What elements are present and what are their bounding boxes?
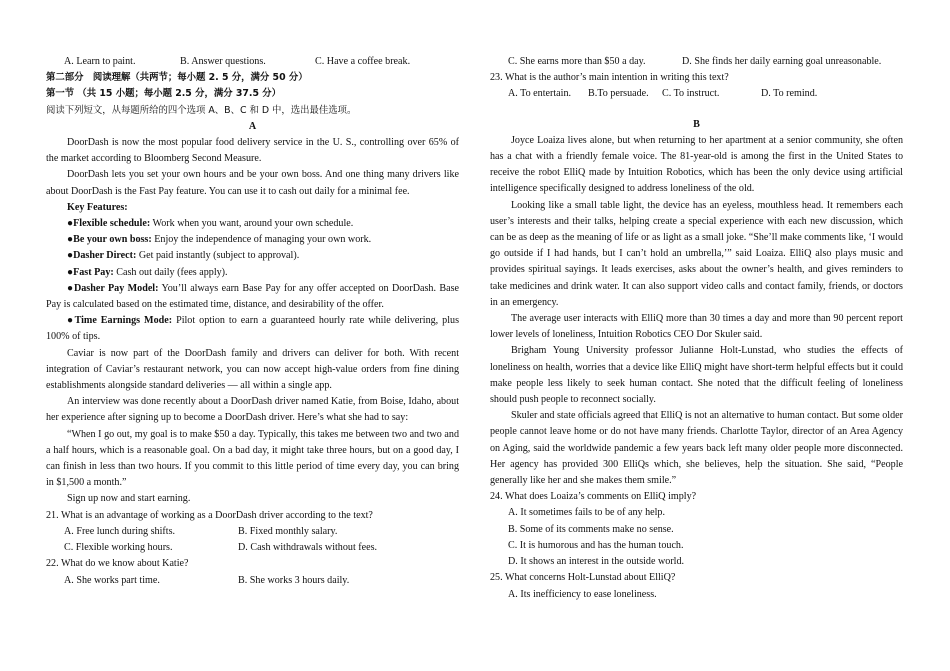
passage-a-para-2: DoorDash lets you set your own hours and be your own boss. And one thing many drivers like about DoorDash is the Fast Pay feature. You can use it to cash out daily for a minimal fee. — [46, 169, 459, 197]
feature-item — [46, 216, 459, 232]
feature-item — [46, 281, 459, 313]
instructions: 阅读下列短文，从每题所给的四个选项 A、B、C 和 D 中，选出最佳选项。 — [46, 104, 357, 116]
part2-title: 第二部分 阅读理解（共两节；每小题 2. 5 分，满分 50 分） — [46, 72, 308, 84]
feature-text: You’ll always earn Base Pay for any offer accepted on DoorDash. Base Pay is calculated based on the estimated time, distance, and desirability of the offer. — [46, 282, 459, 311]
feature-text: Pilot option to earn a guaranteed hourly rate while delivering, plus 100% of tips. — [46, 315, 460, 343]
feature-text: Cash out daily (fees apply). — [113, 266, 228, 278]
feature-name: ●Flexible schedule: — [67, 218, 151, 230]
question-23: 23. What is the author’s main intention in writing this text? — [490, 72, 729, 84]
q20-option-c: C. Have a coffee break. — [315, 56, 411, 67]
feature-name: ●Fast Pay: — [67, 266, 114, 278]
q21-option-c: C. Flexible working hours. — [64, 542, 173, 554]
q22-option-a: A. She works part time. — [64, 574, 160, 586]
question-24: 24. What does Loaiza’s comments on ElliQ imply? — [490, 491, 697, 503]
feature-name: ●Be your own boss: — [67, 234, 152, 246]
passage-a-para-4: An interview was done recently about a DoorDash driver named Katie, from Boise, Idaho, about her experience after signing up to become a DoorDash driver. Here’s what she had to say: — [46, 396, 459, 424]
feature-item — [46, 232, 459, 248]
q23-option-d: D. To remind. — [761, 88, 818, 100]
passage-b-para-4: Brigham Young University professor Julianne Holt-Lunstad, who studies the effects of loneliness on health, worries that a device like ElliQ might have short-term helpful effects but it could make people less likely to seek human contact. She noted that the difficult feeling of loneliness should push people to reconnect socially. — [490, 345, 903, 406]
passage-a-para-3: Caviar is now part of the DoorDash family and drivers can deliver for both. With recent integration of Caviar’s restaurant network, you can now accept high-value orders from fine dining establishments alongside standard deliveries — all within a single app. — [46, 347, 459, 392]
q21-option-b: B. Fixed monthly salary. — [238, 525, 338, 537]
q22-options-row-2 — [490, 54, 903, 70]
section1-title: 第一节 （共 15 小题；每小题 2.5 分，满分 37.5 分） — [46, 88, 282, 100]
feature-name: ●Dasher Direct: — [67, 250, 137, 262]
left-column — [46, 54, 459, 589]
q21-options-row-2 — [46, 540, 459, 556]
q24-option-c: C. It is humorous and has the human touch. — [508, 539, 684, 551]
passage-a-label: A — [248, 120, 257, 132]
feature-item — [46, 313, 459, 345]
feature-name: ●Time Earnings Mode: — [67, 315, 173, 327]
key-features-heading: Key Features: — [67, 201, 128, 213]
feature-text: Enjoy the independence of managing your own work. — [151, 234, 372, 246]
feature-item — [46, 248, 459, 264]
q24-option-b: B. Some of its comments make no sense. — [508, 523, 674, 535]
right-column — [490, 54, 903, 603]
q24-option-d: D. It shows an interest in the outside world. — [508, 556, 685, 568]
passage-b-para-2: Looking like a small table light, the device has an eyeless, mouthless head. It remembers each user’s interests and their talks, helping create a special experience with each new discussion, which can be as deep as the meaning of life or as light as a small joke. “She’ll make comments like, ‘I would go outside if I had hands, but I can’t hold an umbrella,’” said Loaiza. ElliQ also plays music and provides spiritual sayings. It leads exercises, asks about the owner’s health, and gives reminders to take medicines and drink water. It can also support video calls and contact family, friends, or doctors in an emergency. — [490, 199, 903, 308]
passage-a-quote: “When I go out, my goal is to make $50 a day. Typically, this takes me between two and two and a half hours, which is a reasonable goal. On a bad day, it might take three hours, but on a good day, I can finish in less than two hours. If you commit to this little period of time every day, you can bring in $1,500 a month.” — [46, 428, 459, 489]
feature-item — [46, 265, 459, 281]
passage-b-para-3: The average user interacts with ElliQ more than 30 times a day and more than 90 percent report lower levels of loneliness, Intuition Robotics CEO Dor Skuler said. — [490, 313, 903, 341]
q23-option-b: B.To persuade. — [588, 88, 649, 100]
q20-option-b: B. Answer questions. — [180, 56, 266, 67]
feature-text: Get paid instantly (subject to approval). — [136, 250, 300, 262]
question-25: 25. What concerns Holt-Lunstad about ElliQ? — [490, 572, 676, 584]
q22-option-b: B. She works 3 hours daily. — [238, 574, 350, 586]
q24-option-a: A. It sometimes fails to be of any help. — [508, 507, 665, 519]
passage-b-para-1: Joyce Loaiza lives alone, but when returning to her apartment at a senior community, she often has a chat with a friendly female voice. The 81-year-old is among the first in the United States to receive the robot ElliQ made by Intuition Robotics, which has been the only device using artificial intelligence specifically designed to address loneliness of the old. — [490, 134, 903, 195]
q21-option-a: A. Free lunch during shifts. — [64, 525, 176, 537]
q20-option-a: A. Learn to paint. — [64, 56, 136, 67]
passage-a-para-6: Sign up now and start earning. — [67, 493, 191, 505]
q21-option-d: D. Cash withdrawals without fees. — [238, 542, 378, 554]
feature-name: ●Dasher Pay Model: — [67, 282, 159, 294]
q23-options — [490, 86, 903, 102]
passage-a-para-1: DoorDash is now the most popular food delivery service in the U. S., controlling over 65% of the market according to Bloomberg Second Measure. — [46, 137, 459, 165]
feature-text: Work when you want, around your own schedule. — [150, 218, 354, 230]
q22-option-c: C. She earns more than $50 a day. — [508, 56, 646, 67]
q21-options-row-1 — [46, 524, 459, 540]
q22-options-row-1 — [46, 573, 459, 589]
q20-options — [46, 54, 459, 70]
question-21: 21. What is an advantage of working as a DoorDash driver according to the text? — [46, 509, 373, 521]
q25-option-a: A. Its inefficiency to ease loneliness. — [508, 588, 657, 600]
passage-b-label: B — [693, 118, 700, 130]
q23-option-c: C. To instruct. — [662, 88, 720, 100]
q23-option-a: A. To entertain. — [508, 88, 572, 100]
q22-option-d: D. She finds her daily earning goal unreasonable. — [682, 56, 882, 67]
question-22: 22. What do we know about Katie? — [46, 558, 189, 570]
passage-b-para-5: Skuler and state officials agreed that ElliQ is not an alternative to human contact. But some older people cannot leave home or do not have many friends. Charlotte Taylor, director of an Area Agency on Aging, said the worldwide pandemic a few years back left many older people more disconnected. Her agency has provided 300 ElliQs which, she believes, help the situation. She said, “People generally like her and she makes them smile.” — [490, 410, 903, 487]
